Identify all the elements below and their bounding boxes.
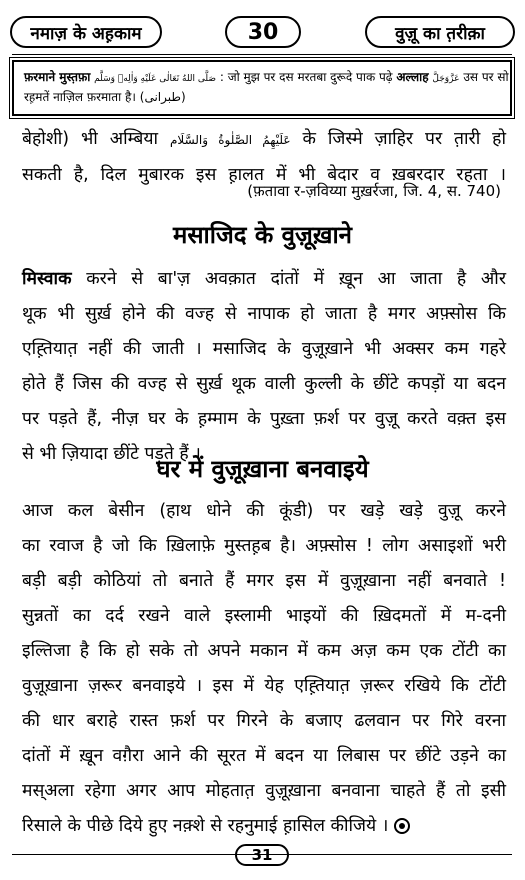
farman-text: : जो मुझ पर दस मरतबा दुरूदे पाक पढ़े	[219, 70, 393, 84]
s1-line: थूक भी सुर्ख़ होने की वज्ह से नापाक हो जाता है मगर अफ़्सोस कि	[22, 304, 506, 324]
s1-line-0-rest: करने से बा'ज़ अवक़ात दांतों में ख़ून आ जाता है और	[71, 269, 506, 289]
s2-line: सुन्नतों का दर्द रखने वाले इस्लामी भाइयों की ख़िदमतों में म-दनी	[22, 606, 506, 626]
intro-line-1-start: बेहोशी) भी अम्बिया	[22, 129, 159, 149]
s2-line: का रवाज है जो कि ख़िलाफ़े मुस्तह़ब है। अफ़्सोस ! लोग असाइशों भरी	[22, 536, 506, 556]
s1-line: होते हैं जिस की वज्ह से सुर्ख़ थूक वाली कुल्ली के छींटे कपड़ों या बदन	[22, 374, 506, 394]
page-header	[10, 14, 515, 54]
s2-line: दांतों में ख़ून वग़ैरा आने की सूरत में बदन या लिबास पर छींटे उड़ने का	[22, 746, 506, 766]
section-heading-1: मसाजिद के वुज़ूख़ाने	[172, 221, 353, 249]
section-2-paragraph	[22, 494, 506, 844]
page-number-bottom: 31	[235, 844, 289, 866]
farman-line-2: रह़मतें नाज़िल फ़रमाता है। (طبرانی)	[24, 90, 186, 104]
chapter-title: वुज़ू का त़रीक़ा	[365, 16, 515, 48]
s2-last-line-text: रिसाले के पीछे दिये हुए नक़्शे से रहनुमाई ह़ासिल कीजिये ।	[22, 816, 389, 836]
farman-arabic-2: عَزَّوَجَلَّ	[432, 74, 460, 84]
s2-line: इल्तिजा है कि हो सके तो अपने मकान में कम अज़ कम एक टोंटी का	[22, 641, 506, 661]
intro-arabic: عَلَيْهِمُ الصَّلٰوةُ وَالسَّلَام	[169, 133, 291, 147]
section-heading-2: घर में वुज़ूख़ाना बनवाइये	[156, 455, 369, 483]
farman-lead: फ़रमाने मुस्त़फ़ा	[24, 70, 91, 84]
s2-line: की धार बराहे रास्त फ़र्श पर गिरने के बजाए ढलवान पर गिरे वरना	[22, 711, 506, 731]
intro-line-2: सकती है, दिल मुबारक इस ह़ालत में भी बेदार व ख़बरदार रहता ।	[22, 165, 506, 185]
s2-line	[22, 809, 506, 844]
s2-line: वुज़ूख़ाना ज़रूर बनवाइये । इस में येह एह़्तियात़ ज़रूर रखिये कि टोंटी	[22, 676, 506, 696]
book-title: नमाज़ के अह़काम	[10, 16, 162, 48]
s2-line: मस्अला रहेगा अगर आप मोहतात़ वुज़ूख़ाना बनवाना चाहते हैं तो इसी	[22, 781, 506, 801]
farman-arabic: صَلَّى اللهُ تَعَالٰى عَلَيْهِ وَاٰلِهٖ وَسَلَّم	[94, 74, 217, 84]
s1-lead-word: मिस्वाक	[22, 269, 72, 289]
s1-line: से भी ज़ियादा छींटे पड़ते हैं ।	[22, 444, 201, 464]
farman-allah: अल्लाह	[396, 70, 429, 84]
farman-box	[12, 60, 512, 116]
reference-citation: (फ़तावा र-ज़विय्या मुख़र्रजा, जि. 4, स. 740)	[247, 182, 501, 200]
s1-line	[22, 262, 506, 297]
header-rule	[12, 54, 512, 55]
ornament-icon	[394, 818, 410, 834]
s1-line: पर पड़ते हैं, नीज़ घर के ह़म्माम के पुख़्ता फ़र्श पर वुज़ू करते वक़्त इस	[22, 409, 506, 429]
page-number-top: 30	[225, 16, 301, 48]
intro-line-1-end: के जिस्मे ज़ाहिर पर त़ारी हो	[302, 129, 506, 149]
s2-line: बड़ी बड़ी कोठियां तो बनाते हैं मगर इस में वुज़ूख़ाना नहीं बनवाते !	[22, 571, 506, 591]
farman-end: उस पर सो	[463, 70, 509, 84]
s1-line: एह़्तियात़ नहीं की जाती । मसाजिद के वुज़ूख़ाने भी अक्सर कम गहरे	[22, 339, 506, 359]
s2-line: आज कल बेसीन (हाथ धोने की कूंडी) पर खड़े खड़े वुज़ू करने	[22, 501, 506, 521]
section-1-paragraph	[22, 262, 506, 472]
